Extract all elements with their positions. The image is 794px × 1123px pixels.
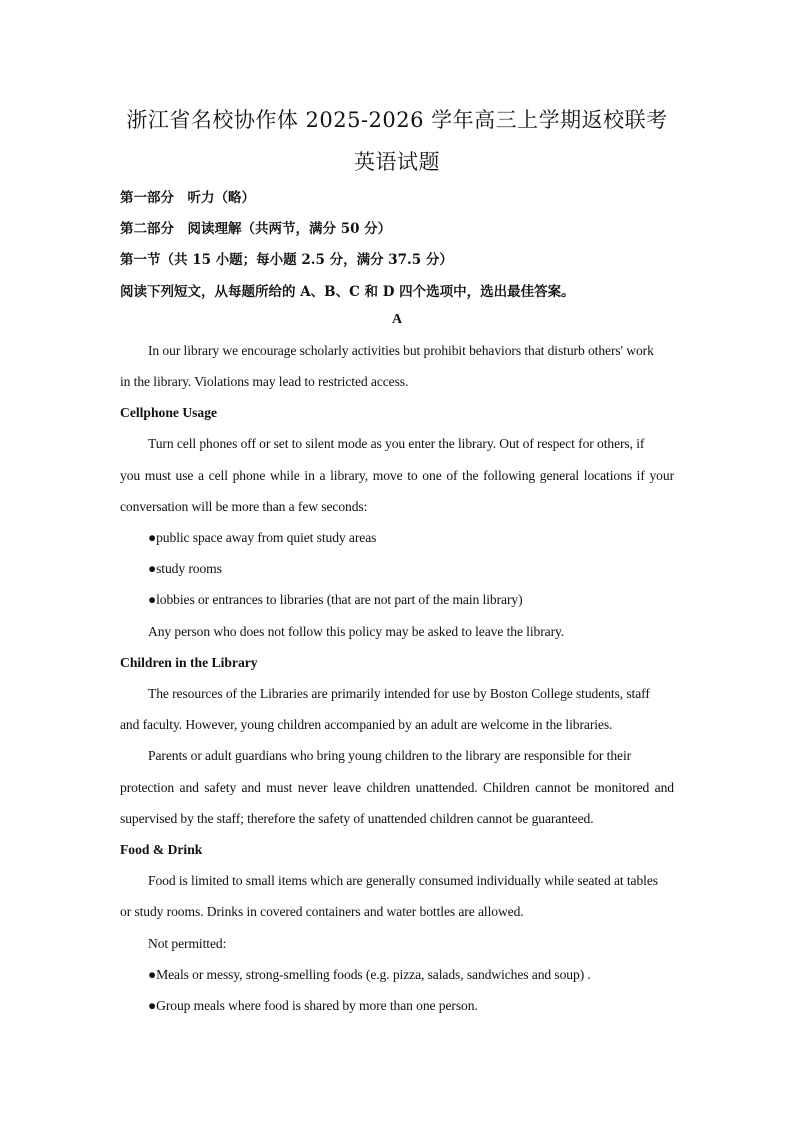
- part1-heading: 第一部分 听力（略）: [120, 190, 255, 206]
- food-heading: Food & Drink: [120, 842, 203, 857]
- part2-heading: 第二部分 阅读理解（共两节，满分 50 分）: [120, 221, 392, 237]
- passage-label: A: [391, 312, 403, 327]
- intro-line-2: in the library. Violations may lead to restricted access.: [120, 374, 409, 389]
- children-p2-line-3: supervised by the staff; therefore the safety of unattended children cannot be guaranteed.: [120, 811, 594, 826]
- instruction-text: 阅读下列短文，从每题所给的 A、B、C 和 D 四个选项中，选出最佳答案。: [120, 284, 575, 300]
- children-p2-line-2: protection and safety and must never leave children unattended. Children cannot be monitored and: [120, 780, 674, 795]
- children-p1-line-1: The resources of the Libraries are primarily intended for use by Boston College students, staff: [148, 686, 650, 701]
- food-not-permitted: Not permitted:: [148, 936, 227, 951]
- children-p1-line-2: and faculty. However, young children accompanied by an adult are welcome in the libraries.: [120, 717, 613, 732]
- food-line-2: or study rooms. Drinks in covered containers and water bottles are allowed.: [120, 904, 524, 919]
- cellphone-line-1: Turn cell phones off or set to silent mode as you enter the library. Out of respect for others, if: [148, 436, 645, 451]
- document-title: 浙江省名校协作体 2025-2026 学年高三上学期返校联考: [126, 108, 668, 132]
- children-p2-line-1: Parents or adult guardians who bring young children to the library are responsible for their: [148, 748, 632, 763]
- intro-line-1: In our library we encourage scholarly activities but prohibit behaviors that disturb others' work: [148, 343, 654, 358]
- food-line-1: Food is limited to small items which are generally consumed individually while seated at tables: [148, 873, 658, 888]
- cellphone-bullet-2: ●study rooms: [148, 561, 222, 576]
- food-bullet-1: ●Meals or messy, strong-smelling foods (e.g. pizza, salads, sandwiches and soup) .: [148, 967, 591, 982]
- section1-heading: 第一节（共 15 小题；每小题 2.5 分，满分 37.5 分）: [120, 252, 453, 268]
- cellphone-line-2: you must use a cell phone while in a library, move to one of the following general locations if your: [120, 468, 674, 483]
- cellphone-heading: Cellphone Usage: [120, 405, 218, 420]
- children-heading: Children in the Library: [120, 655, 258, 670]
- food-bullet-2: ●Group meals where food is shared by more than one person.: [148, 998, 478, 1013]
- cellphone-bullet-1: ●public space away from quiet study areas: [148, 530, 377, 545]
- cellphone-line-3: conversation will be more than a few seconds:: [120, 499, 368, 514]
- cellphone-note: Any person who does not follow this policy may be asked to leave the library.: [148, 624, 565, 639]
- cellphone-bullet-3: ●lobbies or entrances to libraries (that are not part of the main library): [148, 592, 523, 607]
- document-subtitle: 英语试题: [354, 150, 440, 174]
